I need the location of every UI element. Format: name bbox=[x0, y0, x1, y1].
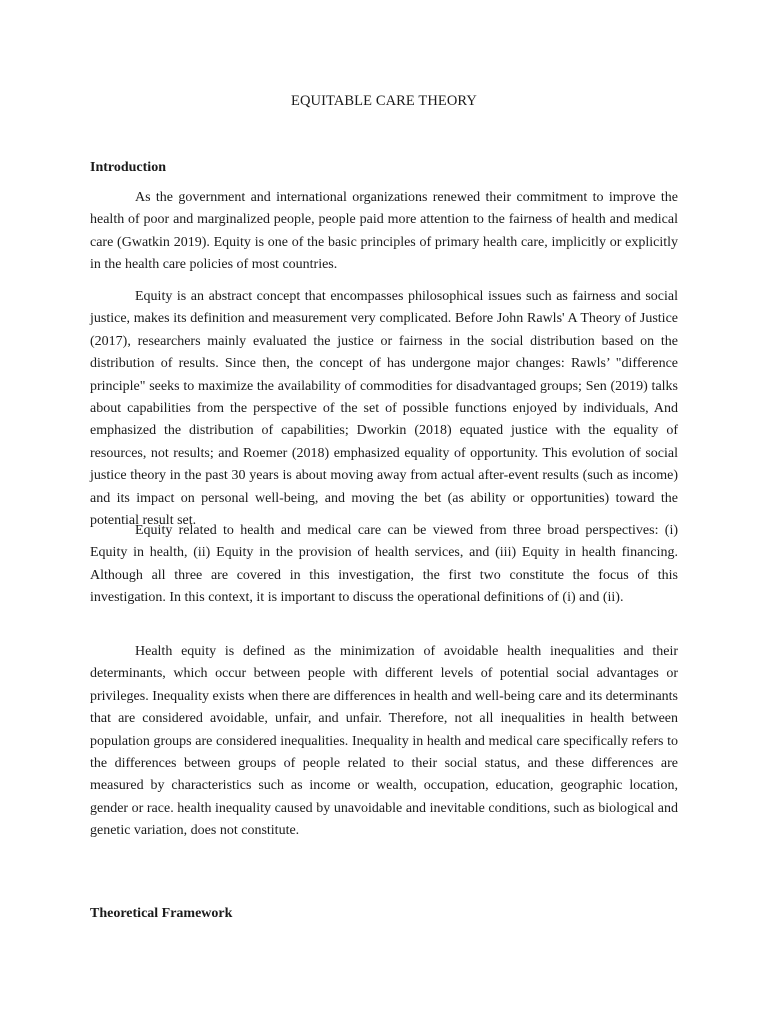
section-heading-introduction: Introduction bbox=[90, 160, 166, 175]
document-title: EQUITABLE CARE THEORY bbox=[291, 93, 477, 109]
paragraph: Equity is an abstract concept that encompasses philosophical issues such as fairness and social justice, makes its definition and measurement very complicated. Before John Rawls' A Theory of Justice (2017), researchers mainly evaluated the justice or fairness in the social distribution based on the distribution of results. Since then, the concept of has undergone major changes: Rawls’ "difference principle" seeks to maximize the availability of commodities for disadvantaged groups; Sen (2019) talks about capabilities from the perspective of the set of possible functions enjoyed by individuals, And emphasized the distribution of capabilities; Dworkin (2018) equated justice with the equality of resources, not results; and Roemer (2018) emphasized equality of opportunity. This evolution of social justice theory in the past 30 years is about moving away from actual after-event results (such as income) and its impact on personal well-being, and moving the bet (as ability or opportunities) toward the potential result set. bbox=[90, 289, 678, 529]
section-heading-theoretical-framework: Theoretical Framework bbox=[90, 906, 233, 921]
paragraph: Equity related to health and medical care can be viewed from three broad perspectives: (i) Equity in health, (ii) Equity in the provision of health services, and (iii) Equity in health financing. Although all three are covered in this investigation, the first two constitute the focus of this investigation. In this context, it is important to discuss the operational definitions of (i) and (ii). bbox=[90, 523, 678, 606]
paragraph: Health equity is defined as the minimization of avoidable health inequalities and their determinants, which occur between people with different levels of potential social advantages or privileges. Inequality exists when there are differences in health and well-being care and its determinants that are considered avoidable, unfair, and unfair. Therefore, not all inequalities in health between population groups are considered inequalities. Inequality in health and medical care specifically refers to the differences between groups of people related to their social status, and these differences are measured by characteristics such as income or wealth, occupation, education, geographic location, gender or race. health inequality caused by unavoidable and inevitable conditions, such as biological and genetic variation, does not constitute. bbox=[90, 644, 678, 839]
paragraph: As the government and international organizations renewed their commitment to improve the health of poor and marginalized people, people paid more attention to the fairness of health and medical care (Gwatkin 2019). Equity is one of the basic principles of primary health care, implicitly or explicitly in the health care policies of most countries. bbox=[90, 190, 678, 273]
